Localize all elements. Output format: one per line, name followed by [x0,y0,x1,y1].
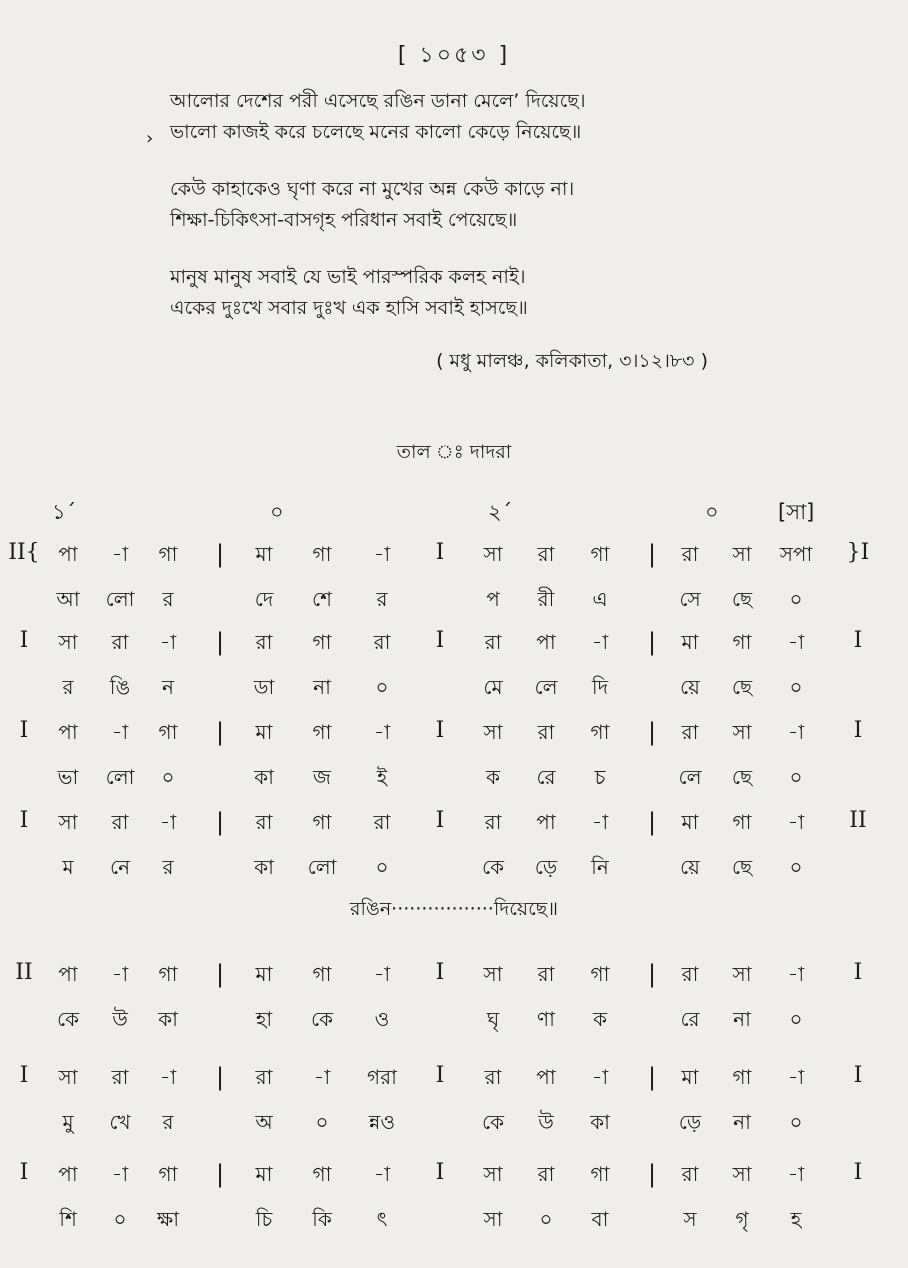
poem-line: ভালো কাজই করে চলেছে মনের কালো কেড়ে নিয়েছে॥ [170,121,582,143]
lyric-syllable: হা [255,1007,273,1031]
swara-note: মা [255,962,273,986]
lyric-syllable: লে [534,675,558,699]
beat-marker: [সা] [778,500,815,524]
lyric-syllable: শে [312,587,332,611]
lyric-syllable: ও [374,1007,390,1031]
lyric-row [0,1205,908,1245]
swara-note: গা [590,720,610,744]
swara-note: I [435,628,445,653]
end-bar: I [853,1063,863,1088]
lyric-syllable: ০ [315,1110,329,1134]
swara-note: সা [483,542,503,566]
lyric-syllable: ভা [57,765,79,789]
swara-note: | [215,808,225,836]
swara-row [0,628,908,668]
swara-note: -া [159,1065,177,1089]
start-bar: I [19,808,29,833]
swara-note: -া [373,1162,391,1186]
swara-note: I [435,718,445,743]
swara-note: -া [787,720,805,744]
lyric-syllable: ঙি [109,675,131,699]
lyric-syllable: লো [105,765,135,789]
lyric-row [0,1108,908,1148]
lyric-syllable: বা [591,1207,609,1231]
swara-note: -া [111,720,129,744]
lyric-syllable: না [733,1007,751,1031]
swara-note: -া [787,1162,805,1186]
lyric-syllable: আ [56,587,80,611]
swara-note: গা [312,542,332,566]
lyric-syllable: কা [254,855,274,879]
lyric-syllable: ন [162,675,174,699]
lyric-syllable: হ [790,1207,802,1231]
swara-note: -া [313,1065,331,1089]
swara-note: পা [536,810,556,834]
lyric-syllable: কে [56,1007,80,1031]
lyric-syllable: দি [591,675,609,699]
lyric-syllable: কি [312,1207,332,1231]
swara-note: সা [732,720,752,744]
swara-note: গা [732,630,752,654]
lyric-syllable: কা [590,1110,610,1134]
swara-note: গরা [367,1065,397,1089]
lyric-syllable: নি [591,855,609,879]
lyric-syllable: মে [483,675,503,699]
swara-note: গা [590,962,610,986]
lyric-syllable: গৃ [735,1207,749,1231]
lyric-row [0,763,908,803]
swara-note: গা [312,810,332,834]
swara-note: রা [255,810,273,834]
swara-note: মা [255,720,273,744]
lyric-syllable: এ [592,587,608,611]
swara-row [0,1160,908,1200]
poem-line: মানুষ মানুষ সবাই যে ভাই পারস্পরিক কলহ নাই। [170,266,526,288]
swara-note: মা [255,542,273,566]
start-bar: I [19,718,29,743]
lyric-row [0,853,908,893]
lyric-syllable: ঘৃ [486,1007,500,1031]
beat-marker: ২´ [488,500,513,524]
lyric-syllable: স [683,1207,697,1231]
swara-note: I [435,1160,445,1185]
swara-note: সা [483,1162,503,1186]
swara-note: পা [536,1065,556,1089]
swara-note: সা [58,810,78,834]
lyric-syllable: ০ [113,1207,127,1231]
lyric-syllable: ম [62,855,74,879]
lyric-syllable: সা [483,1207,503,1231]
swara-note: মা [681,630,699,654]
lyric-syllable: রী [537,587,555,611]
lyric-syllable: কে [310,1007,334,1031]
swara-note: রা [373,630,391,654]
swara-note: -া [111,542,129,566]
lyric-syllable: লে [678,765,702,789]
swara-note: রা [537,542,555,566]
lyric-syllable: না [313,675,331,699]
lyric-syllable: কা [254,765,274,789]
lyric-syllable: ০ [375,855,389,879]
lyric-syllable: না [733,1110,751,1134]
swara-note: গা [732,810,752,834]
lyric-syllable: চি [255,1207,273,1231]
lyric-syllable: ০ [789,675,803,699]
lyric-syllable: ০ [789,765,803,789]
swara-note: -া [591,1065,609,1089]
swara-note: রা [111,1065,129,1089]
swara-note: -া [159,630,177,654]
lyric-row [0,1005,908,1045]
swara-note: সা [732,1162,752,1186]
swara-note: রা [111,630,129,654]
lyric-syllable: ০ [161,765,175,789]
swara-note: | [647,1160,657,1188]
beat-marker: ০ [705,500,719,524]
lyric-syllable: ড়ে [678,1110,702,1134]
swara-note: | [647,540,657,568]
swara-note: পা [58,542,78,566]
swara-note: I [435,808,445,833]
swara-note: গা [590,1162,610,1186]
poem-text [170,86,810,324]
swara-note: গা [158,962,178,986]
lyric-syllable: ৎ [376,1207,388,1231]
lyric-syllable: কে [481,1110,505,1134]
swara-note: | [647,808,657,836]
margin-mark: › [146,128,154,149]
lyric-syllable: রে [536,765,556,789]
lyric-syllable: শি [59,1207,77,1231]
beat-marker: ০ [270,500,284,524]
end-bar: I [853,1160,863,1185]
swara-note: সা [483,720,503,744]
swara-note: রা [681,542,699,566]
start-bar: II{ [8,540,40,565]
swara-note: গা [312,630,332,654]
swara-note: -া [787,1065,805,1089]
end-bar: I [853,628,863,653]
swara-note: -া [159,810,177,834]
swara-note: -া [787,810,805,834]
lyric-syllable: র [376,587,388,611]
swara-note: সপা [779,542,813,566]
swara-note: পা [58,962,78,986]
lyric-syllable: ০ [789,587,803,611]
lyric-syllable: ০ [539,1207,553,1231]
lyric-syllable: ন্নও [368,1110,396,1134]
lyric-syllable: ডা [253,675,275,699]
swara-note: রা [484,1065,502,1089]
swara-note: রা [537,1162,555,1186]
end-bar: II [849,808,867,833]
lyric-syllable: লো [307,855,337,879]
swara-note: I [435,1063,445,1088]
lyric-syllable: ই [376,765,388,789]
swara-note: সা [58,1065,78,1089]
swara-note: রা [484,630,502,654]
swara-note: পা [536,630,556,654]
swara-note: গা [158,720,178,744]
swara-note: রা [373,810,391,834]
lyric-syllable: কা [158,1007,178,1031]
lyric-syllable: ক্ষা [156,1207,180,1231]
start-bar: I [19,1063,29,1088]
swara-note: গা [312,720,332,744]
swara-note: I [435,540,445,565]
poem-line: একের দুঃখে সবার দুঃখ এক হাসি সবাই হাসছে॥ [170,297,528,319]
swara-note: | [215,718,225,746]
swara-row [0,718,908,758]
swara-note: গা [312,962,332,986]
swara-note: গা [158,1162,178,1186]
swara-note: -া [591,630,609,654]
swara-note: সা [732,542,752,566]
swara-note: | [647,1063,657,1091]
swara-note: | [215,1160,225,1188]
lyric-syllable: ছে [731,587,753,611]
lyric-syllable: লো [105,587,135,611]
swara-note: -া [373,962,391,986]
swara-note: | [647,628,657,656]
lyric-syllable: উ [538,1110,554,1134]
lyric-syllable: ছে [731,765,753,789]
swara-note: রা [111,810,129,834]
lyric-syllable: প [486,587,500,611]
lyric-syllable: চ [594,765,606,789]
end-bar: I [853,718,863,743]
lyric-row [0,673,908,713]
lyric-syllable: ণা [537,1007,555,1031]
swara-note: রা [484,810,502,834]
poem-line: কেউ কাহাকেও ঘৃণা করে না মুখের অন্ন কেউ কাড়ে না। [170,178,575,200]
lyric-syllable: ছে [731,855,753,879]
lyric-syllable: য়ে [680,855,700,879]
lyric-syllable: কে [481,855,505,879]
lyric-syllable: ক [486,765,500,789]
beat-marker: ১´ [52,500,77,524]
poem-line: আলোর দেশের পরী এসেছে রঙিন ডানা মেলে’ দিয়েছে। [170,90,586,112]
swara-note: রা [681,1162,699,1186]
end-bar: I [853,960,863,985]
taal-heading: তাল ঃ দাদরা [396,441,512,463]
lyric-syllable: খে [109,1110,131,1134]
swara-note: রা [681,720,699,744]
lyric-syllable: নে [109,855,131,879]
swara-note: মা [681,810,699,834]
lyric-syllable: সে [679,587,701,611]
end-bar: }I [846,540,870,565]
lyric-syllable: য়ে [680,675,700,699]
swara-note: -া [373,720,391,744]
page-number: [ ১০৫৩ ] [397,43,511,68]
swara-note: পা [58,1162,78,1186]
lyric-syllable: র [162,587,174,611]
lyric-syllable: মু [62,1110,74,1134]
lyric-syllable: ০ [789,1007,803,1031]
lyric-syllable: ছে [731,675,753,699]
swara-note: I [435,960,445,985]
swara-note: মা [255,1162,273,1186]
lyric-syllable: র [62,675,74,699]
poem-line: শিক্ষা-চিকিৎসা-বাসগৃহ পরিধান সবাই পেয়েছে॥ [170,209,518,231]
swara-note: -া [111,1162,129,1186]
swara-row [0,808,908,848]
swara-note: রা [255,630,273,654]
lyric-syllable: ড়ে [534,855,558,879]
swara-row [0,1063,908,1103]
lyric-syllable: ০ [789,1110,803,1134]
swara-note: পা [58,720,78,744]
swara-note: | [215,540,225,568]
swara-note: -া [373,542,391,566]
lyric-syllable: জ [313,765,331,789]
swara-note: সা [732,962,752,986]
swara-note: -া [787,630,805,654]
lyric-syllable: রে [680,1007,700,1031]
start-bar: II [15,960,33,985]
swara-note: -া [111,962,129,986]
swara-note: রা [537,720,555,744]
swara-note: | [215,960,225,988]
start-bar: I [19,1160,29,1185]
lyric-syllable: র [162,1110,174,1134]
lyric-syllable: র [162,855,174,879]
swara-note: মা [681,1065,699,1089]
swara-note: -া [591,810,609,834]
swara-note: রা [681,962,699,986]
swara-note: গা [732,1065,752,1089]
swara-row [0,960,908,1000]
swara-note: রা [537,962,555,986]
swara-note: | [215,628,225,656]
start-bar: I [19,628,29,653]
swara-note: গা [312,1162,332,1186]
swara-note: গা [158,542,178,566]
lyric-syllable: ০ [789,855,803,879]
swara-note: | [647,718,657,746]
lyric-syllable: অ [255,1110,273,1134]
swara-note: গা [590,542,610,566]
swara-row [0,540,908,580]
swara-note: রা [255,1065,273,1089]
swara-note: সা [483,962,503,986]
lyric-row [0,585,908,625]
source-citation: ( মধু মালঞ্চ, কলিকাতা, ৩।১২।৮৩ ) [436,350,708,372]
swara-note: | [647,960,657,988]
lyric-syllable: ক [593,1007,607,1031]
swara-note: | [215,1063,225,1091]
refrain-line: রঙিন·················দিয়েছে॥ [350,898,558,920]
lyric-syllable: দে [254,587,274,611]
lyric-syllable: উ [112,1007,128,1031]
beat-markers [0,496,908,530]
swara-note: -া [787,962,805,986]
swara-note: সা [58,630,78,654]
lyric-syllable: ০ [375,675,389,699]
